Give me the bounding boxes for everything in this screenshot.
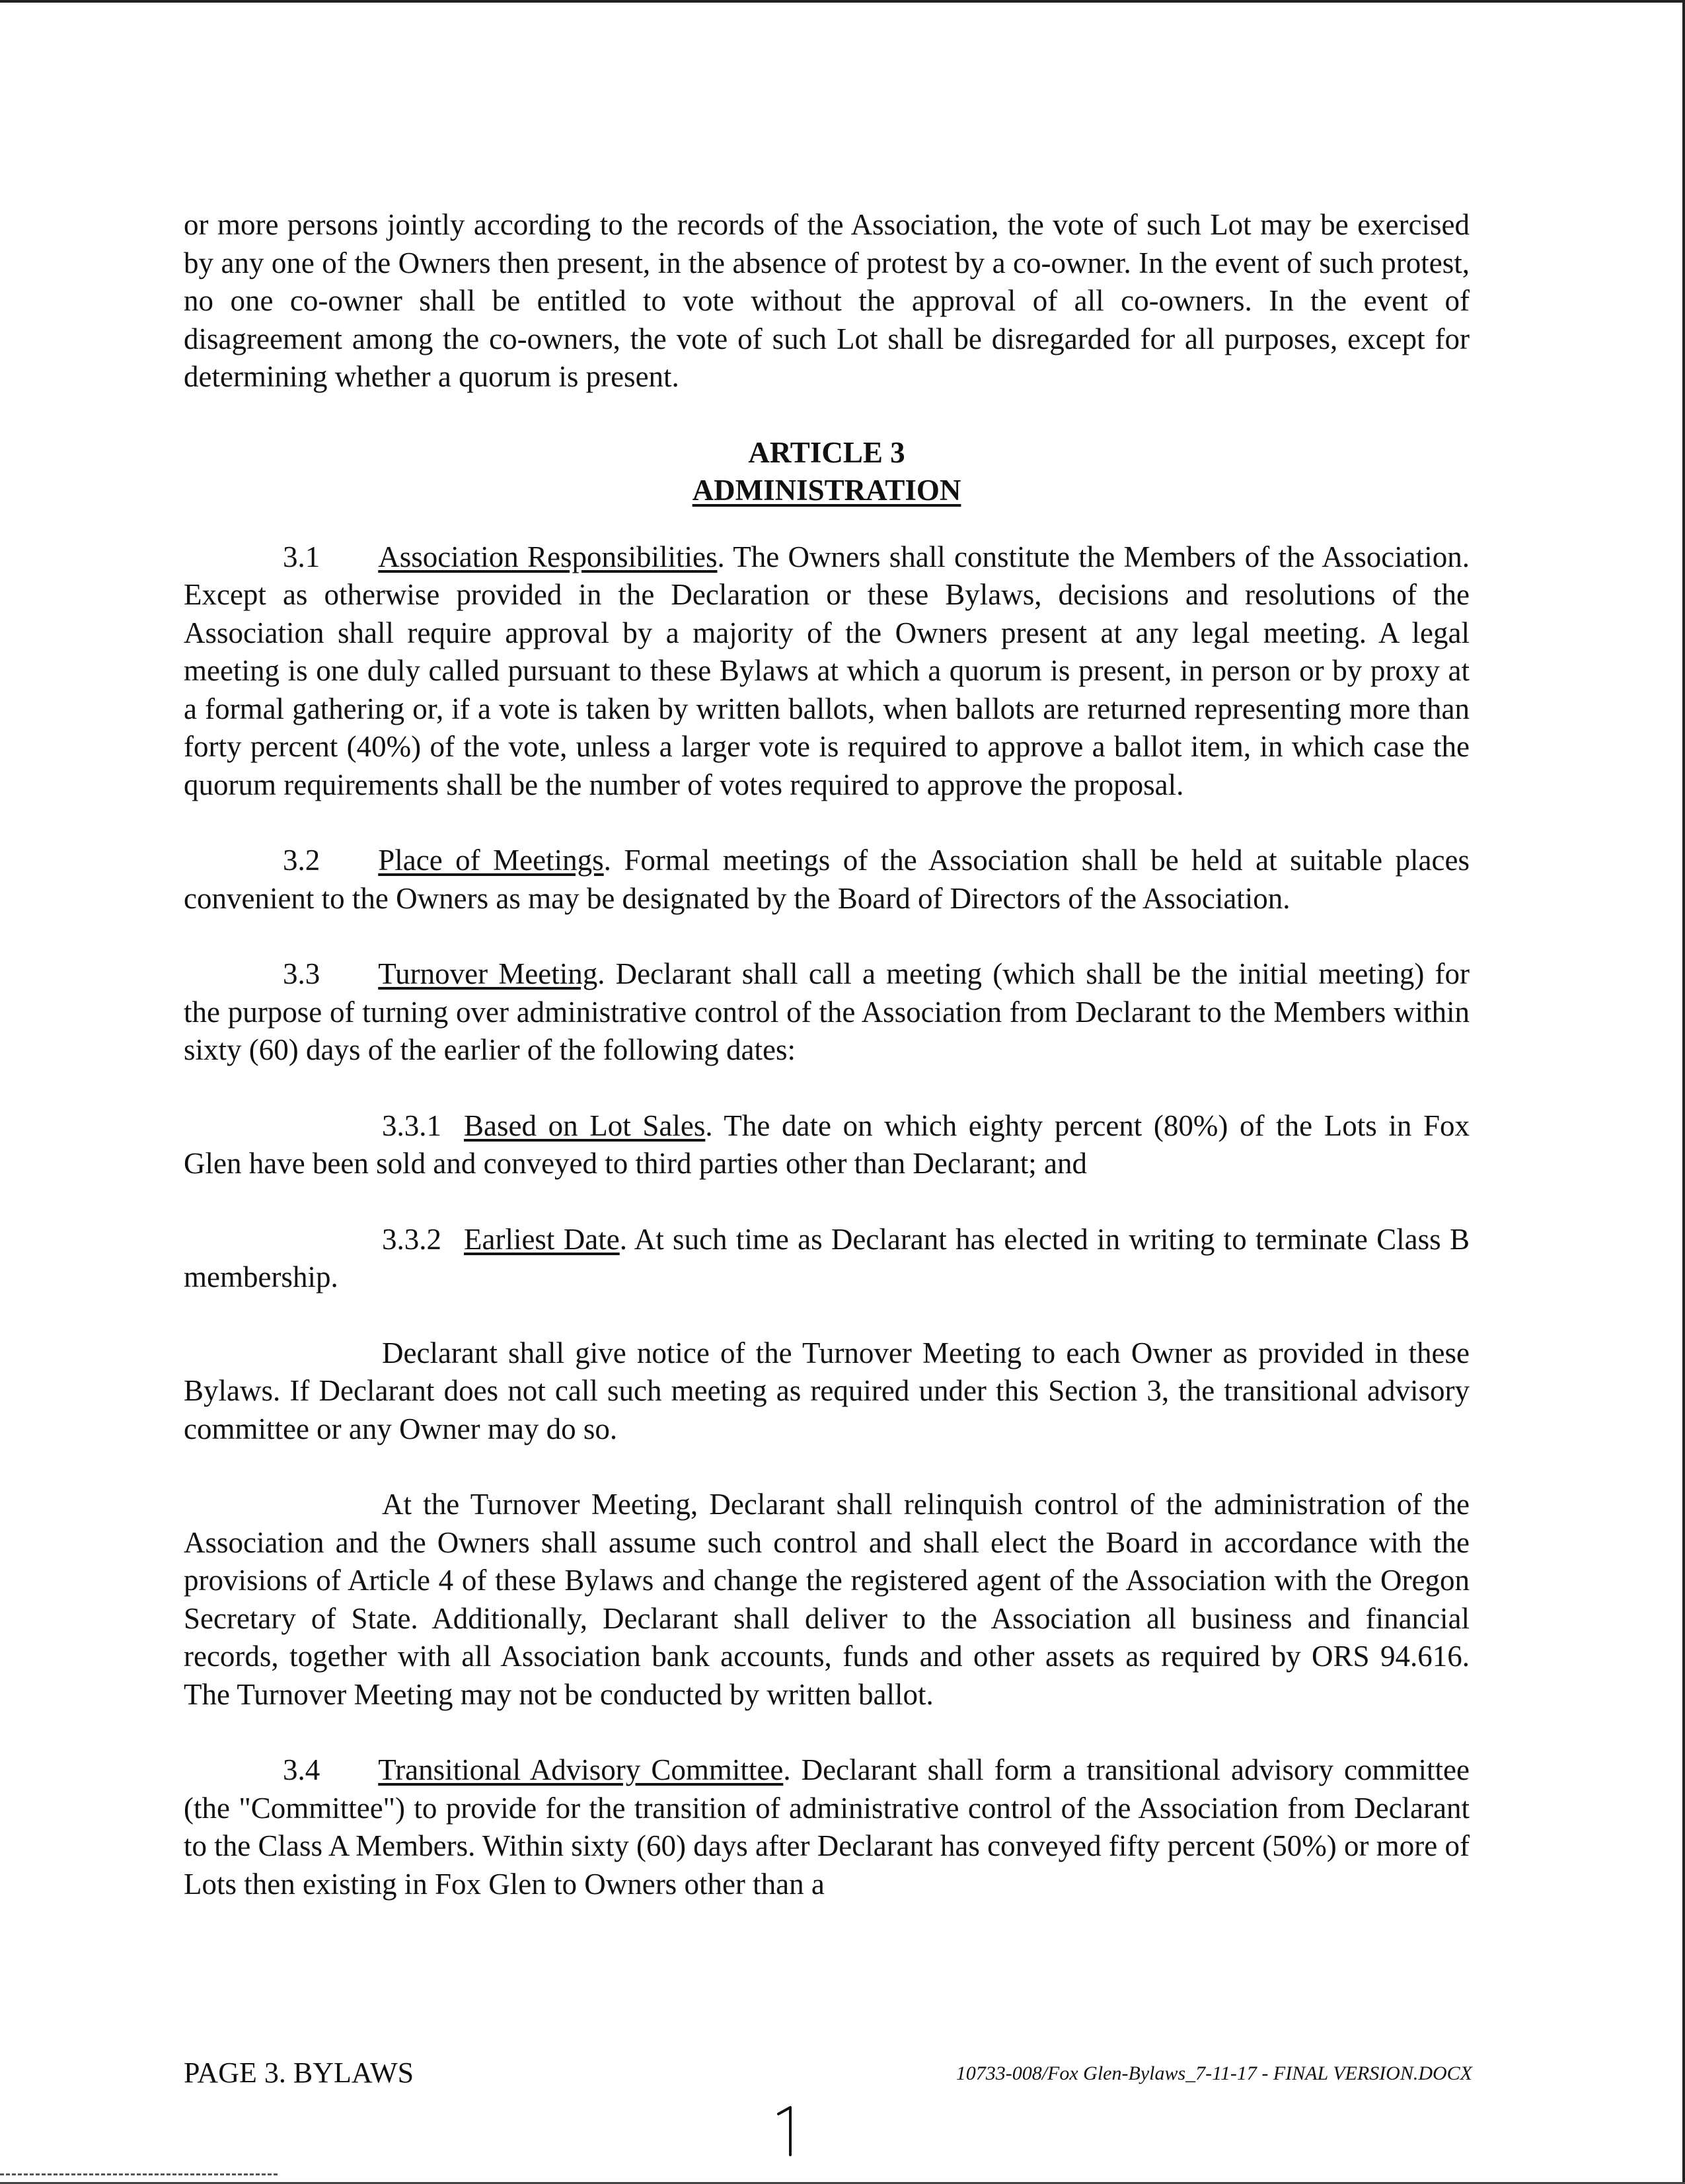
- article-title: ADMINISTRATION: [692, 473, 961, 507]
- section-3-3-2: [184, 1221, 1470, 1297]
- turnover-paragraph: At the Turnover Meeting, Declarant shall relinquish control of the administration of the Association and the Owners shall assume such control and shall elect the Board in accordance with the provisions of Article 4 of these Bylaws and change the registered agent of the Association with the Oregon Secretary of State. Additionally, Declarant shall deliver to the Association all business and financial records, together with all Association bank accounts, funds and other assets as required by ORS 94.616. The Turnover Meeting may not be conducted by written ballot.: [184, 1488, 1470, 1711]
- section-number: 3.3: [283, 957, 320, 990]
- section-text: . At such time as Declarant has elected in writing to terminate Class B membership.: [184, 1222, 1470, 1293]
- section-heading: Transitional Advisory Committee: [378, 1753, 784, 1786]
- section-number: 3.1: [283, 540, 320, 573]
- section-heading: Turnover Meeting: [378, 957, 598, 990]
- section-number: 3.3.2: [382, 1222, 441, 1256]
- section-text: . The Owners shall constitute the Members of the Association. Except as otherwise provided in the Declaration or these Bylaws, decisions and resolutions of the Association shall require approval by a majority of the Owners present at any legal meeting. A legal meeting is one duly called pursuant to these Bylaws at which a quorum is present, in person or by proxy at a formal gathering or, if a vote is taken by written ballots, when ballots are returned representing more than forty percent (40%) of the vote, unless a larger vote is required to approve a ballot item, in which case the quorum requirements shall be the number of votes required to approve the proposal.: [184, 540, 1470, 801]
- handwritten-mark: [776, 2105, 802, 2158]
- article-number: ARTICLE 3: [748, 435, 905, 469]
- section-text: . The date on which eighty percent (80%) of the Lots in Fox Glen have been sold and conveyed to third parties other than Declarant; and: [184, 1109, 1470, 1180]
- section-number: 3.3.1: [382, 1109, 441, 1142]
- section-3-3-1: [184, 1107, 1470, 1183]
- section-3-4: [184, 1751, 1470, 1903]
- section-3-1: [184, 538, 1470, 805]
- section-text: . Declarant shall form a transitional advisory committee (the "Committee") to provide for the transition of administrative control of the Association from Declarant to the Class A Members. Within sixty (60) days after Declarant has conveyed fifty percent (50%) or more of Lots then existing in Fox Glen to Owners other than a: [184, 1753, 1470, 1901]
- section-heading: Earliest Date: [464, 1222, 620, 1256]
- article-heading: [184, 434, 1470, 509]
- section-heading: Based on Lot Sales: [464, 1109, 706, 1142]
- section-number: 3.4: [283, 1753, 320, 1786]
- scan-border-top: [0, 0, 1685, 3]
- document-body: [184, 206, 1470, 1941]
- continuation-paragraph: or more persons jointly according to the records of the Association, the vote of such Lot may be exercised by any one of the Owners then present, in the absence of protest by a co-owner. In the event of such protest, no one co-owner shall be entitled to vote without the approval of all co-owners. In the event of disagreement among the co-owners, the vote of such Lot shall be disregarded for all purposes, except for determining whether a quorum is present.: [184, 208, 1470, 393]
- section-3-3: [184, 955, 1470, 1070]
- section-text: . Declarant shall call a meeting (which shall be the initial meeting) for the purpose of turning over administrative control of the Association from Declarant to the Members within sixty (60) days of the earlier of the following dates:: [184, 957, 1470, 1066]
- section-3-2: [184, 842, 1470, 918]
- footer-page-label: PAGE 3. BYLAWS: [184, 2057, 414, 2089]
- section-text: . Formal meetings of the Association shall be held at suitable places convenient to the Owners as may be designated by the Board of Directors of the Association.: [184, 844, 1470, 915]
- section-heading: Place of Meetings: [378, 844, 604, 877]
- section-heading: Association Responsibilities: [378, 540, 718, 573]
- footer-doc-reference: 10733-008/Fox Glen-Bylaws_7-11-17 - FINAL VERSION.DOCX: [955, 2062, 1472, 2084]
- notice-paragraph: Declarant shall give notice of the Turnover Meeting to each Owner as provided in these Bylaws. If Declarant does not call such meeting as required under this Section 3, the transitional advisory committee or any Owner may do so.: [184, 1336, 1470, 1445]
- scan-artifact-line: [0, 2173, 278, 2177]
- section-number: 3.2: [283, 844, 320, 877]
- scan-border-right: [1682, 0, 1685, 2184]
